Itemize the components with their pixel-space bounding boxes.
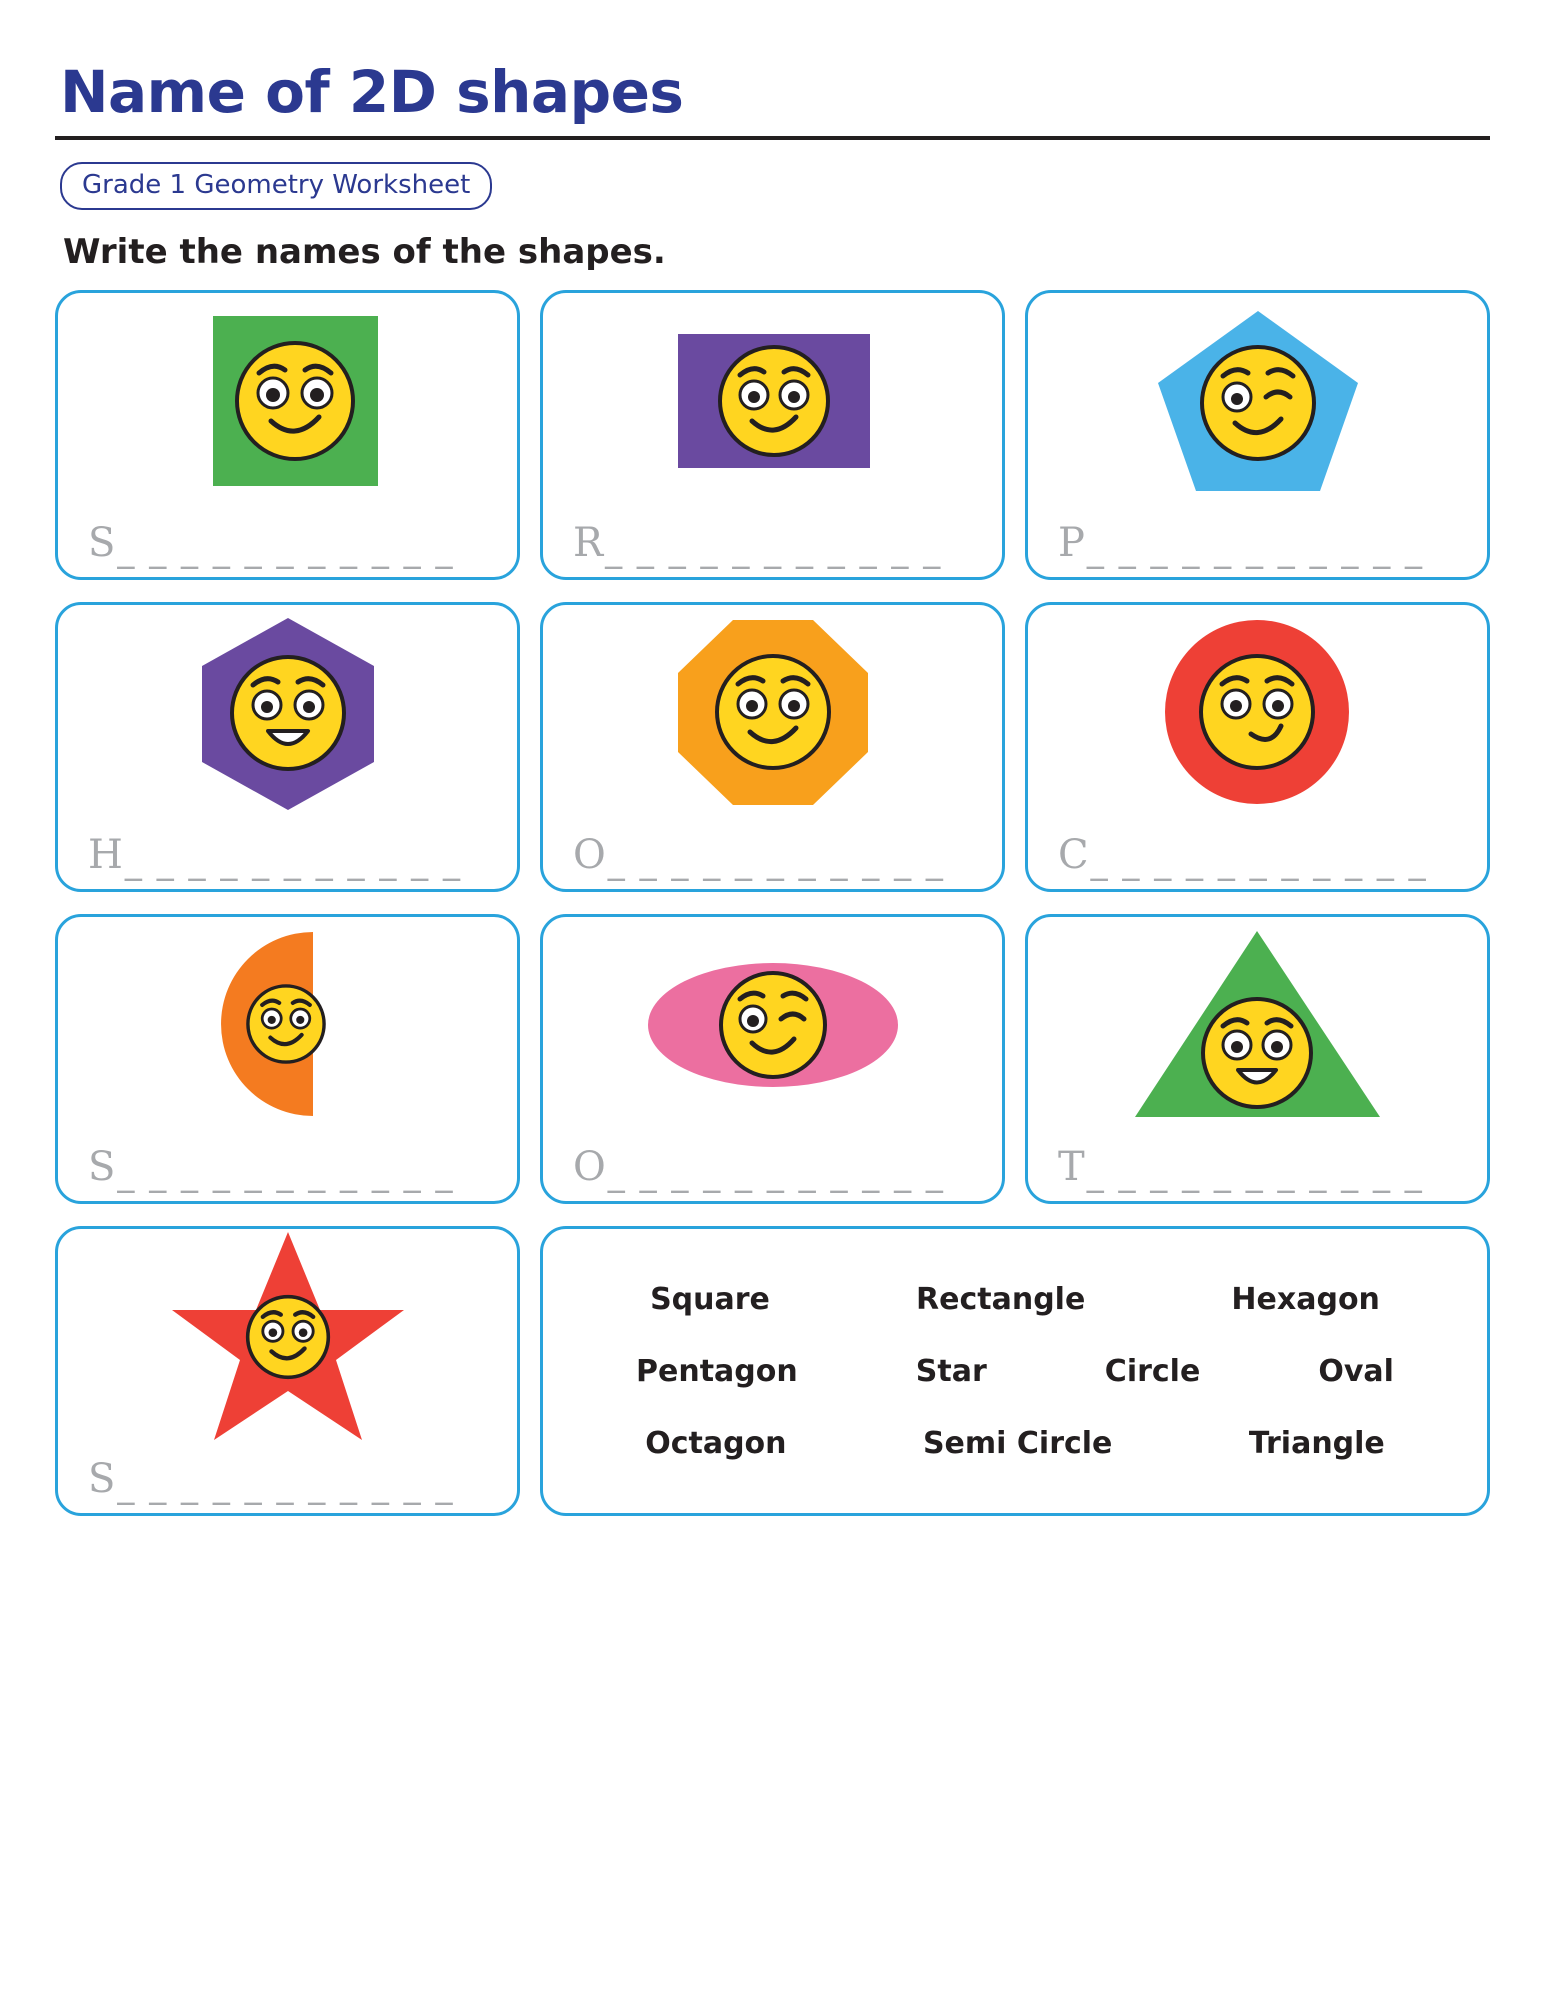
word-bank <box>540 1226 1490 1516</box>
word-bank-item-oval[interactable]: Oval <box>1318 1353 1394 1389</box>
smiley-face <box>247 1296 328 1377</box>
answer-line[interactable] <box>88 1456 455 1506</box>
shape-card-star[interactable] <box>55 1226 520 1516</box>
shape-card-semi-circle[interactable] <box>55 914 520 1204</box>
answer-line[interactable] <box>1058 1144 1424 1194</box>
octagon-svg <box>673 615 873 810</box>
page-title: Name of 2D shapes <box>60 58 684 126</box>
shape-card-square[interactable] <box>55 290 520 580</box>
star-svg <box>168 1227 408 1447</box>
grade-pill-wrapper <box>55 162 1490 210</box>
answer-dashes: _ _ _ _ _ _ _ _ _ _ _ <box>607 1154 945 1194</box>
word-bank-item-pentagon[interactable]: Pentagon <box>636 1353 798 1389</box>
square-svg <box>188 306 388 496</box>
answer-line[interactable] <box>573 520 943 570</box>
shape-card-octagon[interactable] <box>540 602 1005 892</box>
answer-dashes: _ _ _ _ _ _ _ _ _ _ _ <box>605 530 943 570</box>
shape-card-oval[interactable] <box>540 914 1005 1204</box>
answer-dashes: _ _ _ _ _ _ _ _ _ _ _ <box>117 530 455 570</box>
shape-card-triangle[interactable] <box>1025 914 1490 1204</box>
circle-svg <box>1160 615 1355 810</box>
shape-semi-circle <box>58 917 517 1132</box>
shape-grid <box>55 290 1490 1516</box>
triangle-svg <box>1130 925 1385 1125</box>
answer-letter: R <box>573 520 604 566</box>
smiley-face <box>232 657 344 769</box>
pentagon-svg <box>1153 303 1363 498</box>
answer-letter: S <box>88 520 116 566</box>
word-bank-item-star[interactable]: Star <box>915 1353 987 1389</box>
shape-pentagon <box>1028 293 1487 508</box>
smiley-face <box>717 656 829 768</box>
answer-letter: S <box>88 1456 116 1502</box>
hexagon-svg <box>188 613 388 813</box>
word-bank-item-circle[interactable]: Circle <box>1104 1353 1201 1389</box>
shape-card-rectangle[interactable] <box>540 290 1005 580</box>
semicircle-svg <box>213 927 363 1122</box>
answer-dashes: _ _ _ _ _ _ _ _ _ _ _ <box>124 842 462 882</box>
answer-dashes: _ _ _ _ _ _ _ _ _ _ _ <box>117 1466 455 1506</box>
instruction-text: Write the names of the shapes. <box>63 232 666 272</box>
oval-svg <box>643 945 903 1105</box>
answer-letter: P <box>1058 520 1085 566</box>
answer-line[interactable] <box>573 832 945 882</box>
word-bank-item-octagon[interactable]: Octagon <box>645 1425 787 1461</box>
answer-dashes: _ _ _ _ _ _ _ _ _ _ _ <box>1090 842 1428 882</box>
shape-card-pentagon[interactable] <box>1025 290 1490 580</box>
word-bank-item-square[interactable]: Square <box>650 1281 770 1317</box>
shape-card-hexagon[interactable] <box>55 602 520 892</box>
smiley-face <box>1202 347 1314 459</box>
word-bank-row <box>577 1426 1453 1461</box>
word-bank-item-semi-circle[interactable]: Semi Circle <box>922 1425 1113 1461</box>
answer-letter: O <box>573 832 606 878</box>
word-bank-item-hexagon[interactable]: Hexagon <box>1231 1281 1380 1317</box>
answer-line[interactable] <box>88 520 455 570</box>
smiley-face <box>1203 999 1311 1107</box>
answer-dashes: _ _ _ _ _ _ _ _ _ _ _ <box>1086 1154 1424 1194</box>
word-bank-row <box>577 1354 1453 1389</box>
shape-octagon <box>543 605 1002 820</box>
answer-line[interactable] <box>88 1144 455 1194</box>
answer-line[interactable] <box>1058 520 1424 570</box>
answer-letter: H <box>88 832 123 878</box>
shape-oval <box>543 917 1002 1132</box>
grade-badge: Grade 1 Geometry Worksheet <box>60 162 492 210</box>
shape-hexagon <box>58 605 517 820</box>
rectangle-svg <box>663 306 883 496</box>
word-bank-item-triangle[interactable]: Triangle <box>1248 1425 1385 1461</box>
shape-star <box>58 1229 517 1444</box>
shape-square <box>58 293 517 508</box>
header-divider <box>55 136 1490 140</box>
smiley-face <box>1201 656 1313 768</box>
smiley-face <box>237 343 353 459</box>
shape-rectangle <box>543 293 1002 508</box>
shape-circle <box>1028 605 1487 820</box>
answer-dashes: _ _ _ _ _ _ _ _ _ _ _ <box>607 842 945 882</box>
answer-line[interactable] <box>88 832 462 882</box>
shape-card-circle[interactable] <box>1025 602 1490 892</box>
answer-letter: T <box>1058 1144 1085 1190</box>
answer-dashes: _ _ _ _ _ _ _ _ _ _ _ <box>1086 530 1424 570</box>
shape-triangle <box>1028 917 1487 1132</box>
smiley-face <box>720 347 828 455</box>
answer-letter: O <box>573 1144 606 1190</box>
answer-line[interactable] <box>573 1144 945 1194</box>
answer-letter: S <box>88 1144 116 1190</box>
smiley-face <box>721 973 825 1077</box>
word-bank-row <box>577 1282 1453 1317</box>
word-bank-item-rectangle[interactable]: Rectangle <box>916 1281 1086 1317</box>
answer-letter: C <box>1058 832 1089 878</box>
answer-line[interactable] <box>1058 832 1428 882</box>
smiley-face <box>247 986 323 1062</box>
answer-dashes: _ _ _ _ _ _ _ _ _ _ _ <box>117 1154 455 1194</box>
